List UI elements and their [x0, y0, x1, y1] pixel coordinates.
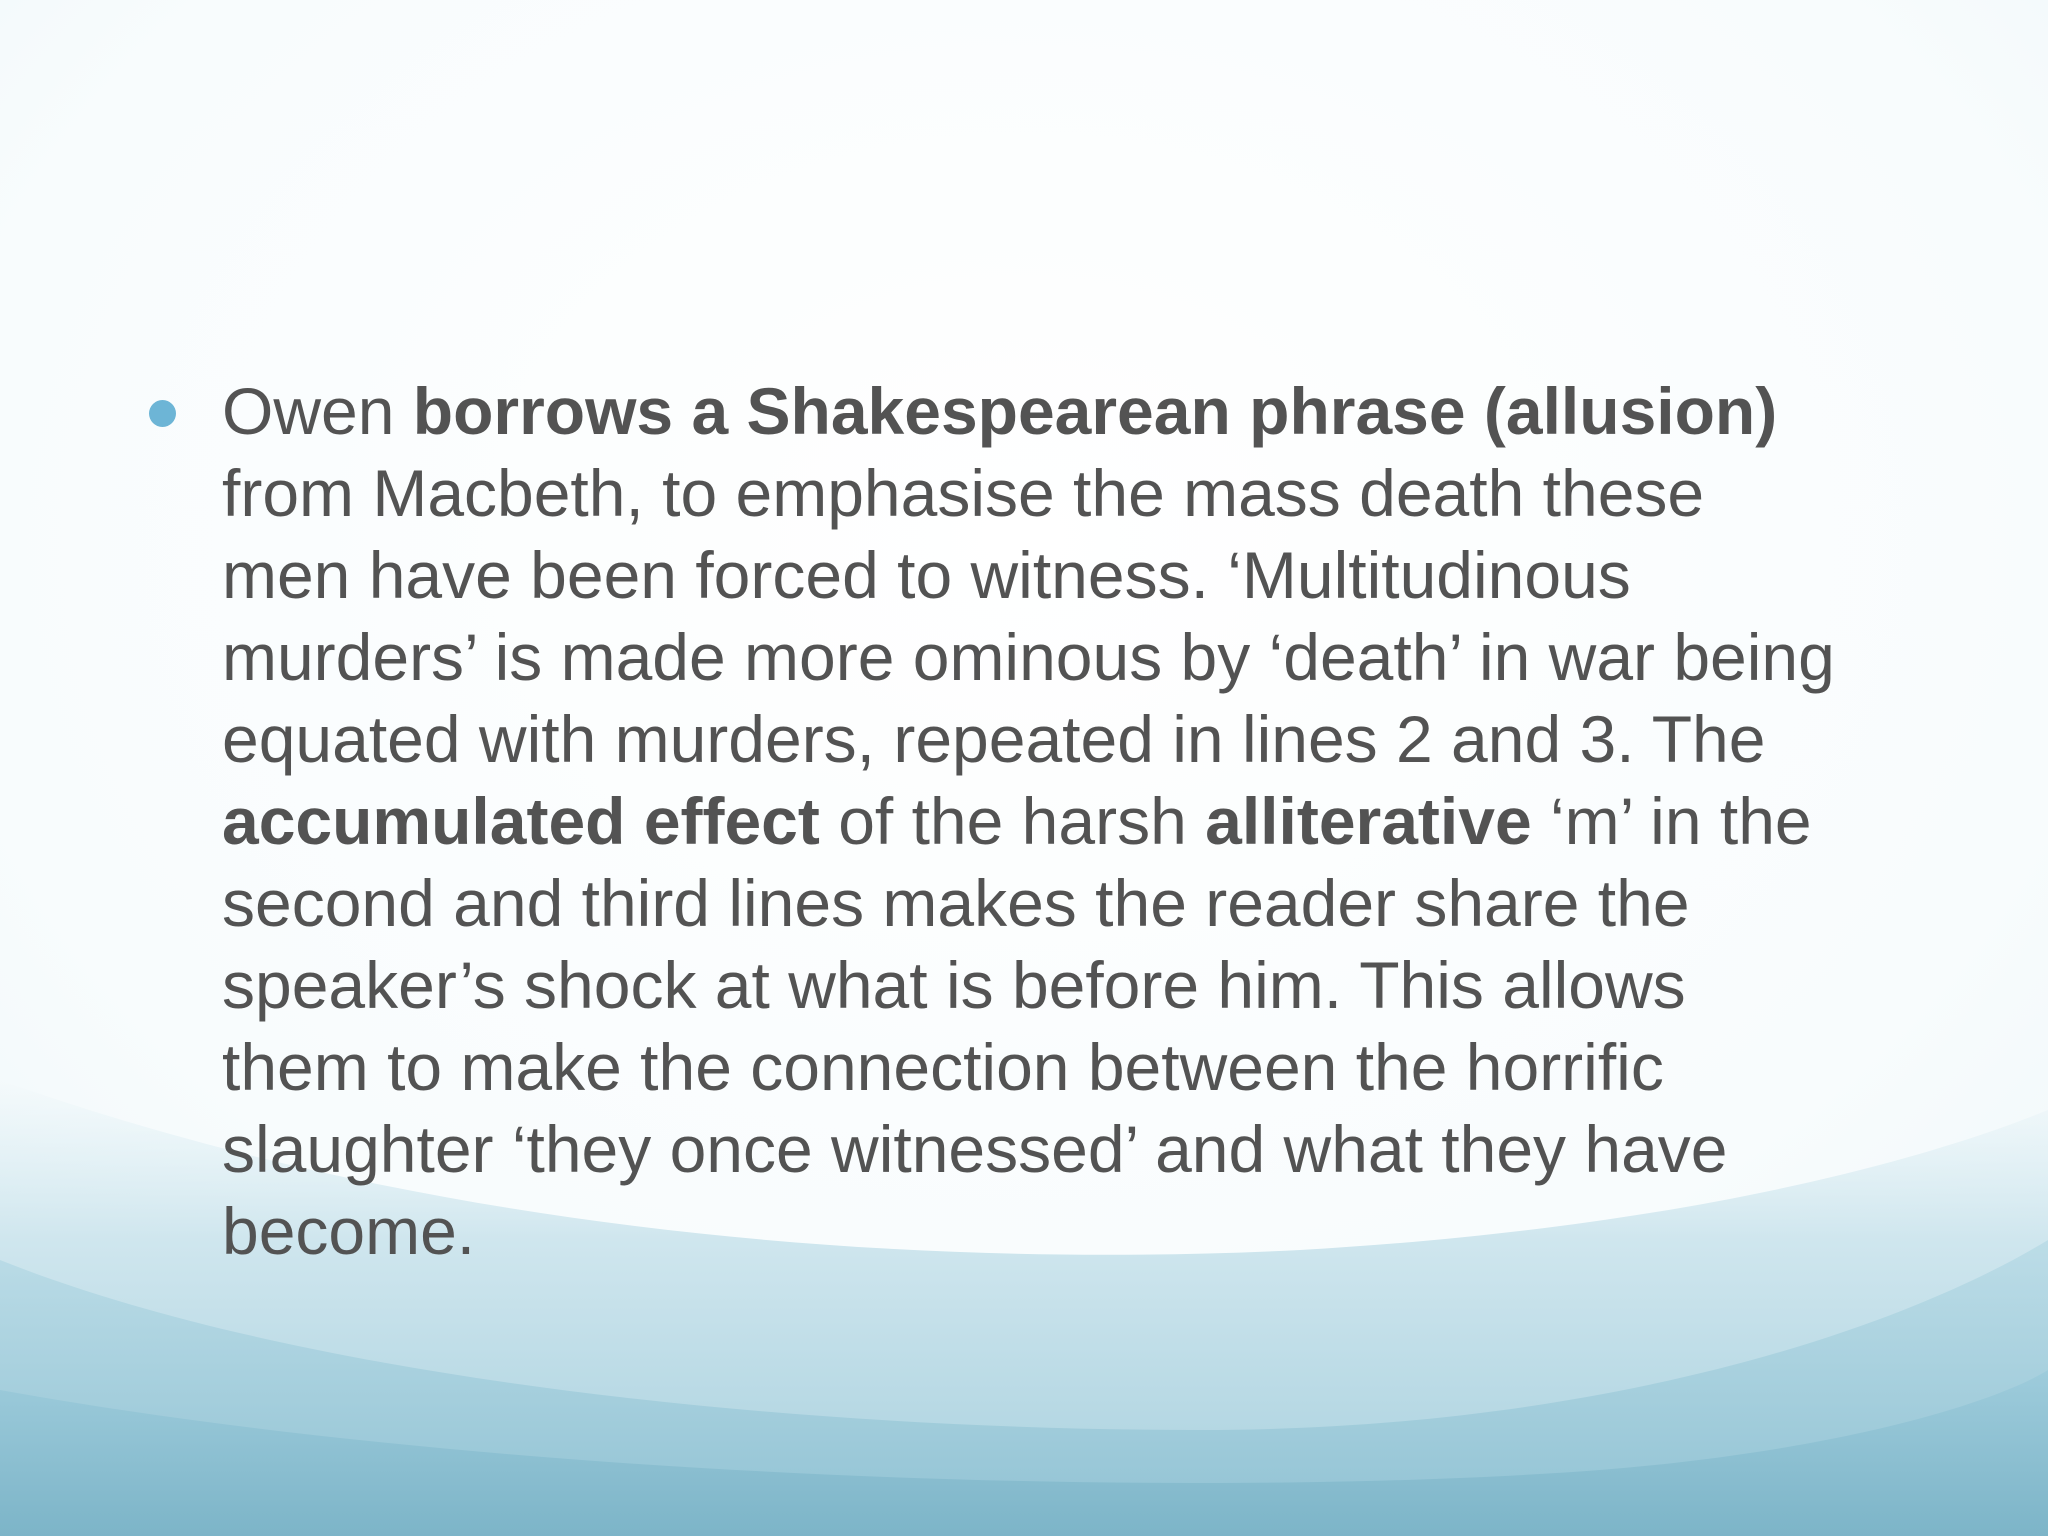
text-line: [222, 780, 1928, 862]
text-line: [222, 1108, 1928, 1190]
text-run: second and third lines makes the reader share the: [222, 866, 1690, 940]
bullet-circle-icon: [149, 400, 176, 427]
text-run: of the harsh: [819, 784, 1206, 858]
text-run: slaughter ‘they once witnessed’ and what they have: [222, 1112, 1728, 1186]
text-run: them to make the connection between the horrific: [222, 1030, 1664, 1104]
text-line: [222, 1026, 1928, 1108]
text-run: ‘m’ in the: [1531, 784, 1812, 858]
text-run: murders’ is made more ominous by ‘death’ in war being: [222, 620, 1835, 694]
text-line: [222, 1190, 1928, 1272]
bold-text-run: accumulated effect: [222, 784, 820, 858]
bullet-text: [222, 370, 1928, 1272]
text-line: [222, 370, 1928, 452]
bold-text-run: borrows a Shakespearean phrase (allusion): [412, 374, 1778, 448]
text-run: become.: [222, 1194, 476, 1268]
bullet-item: [148, 370, 1928, 1272]
bold-text-run: alliterative: [1205, 784, 1532, 858]
slide-body: [148, 370, 1928, 1272]
text-run: men have been forced to witness. ‘Multitudinous: [222, 538, 1631, 612]
text-line: [222, 452, 1928, 534]
text-line: [222, 944, 1928, 1026]
text-line: [222, 862, 1928, 944]
text-run: Owen: [222, 374, 413, 448]
text-line: [222, 698, 1928, 780]
text-run: from Macbeth, to emphasise the mass death these: [222, 456, 1705, 530]
text-run: equated with murders, repeated in lines 2 and 3. The: [222, 702, 1766, 776]
text-line: [222, 616, 1928, 698]
text-line: [222, 534, 1928, 616]
text-run: speaker’s shock at what is before him. This allows: [222, 948, 1686, 1022]
